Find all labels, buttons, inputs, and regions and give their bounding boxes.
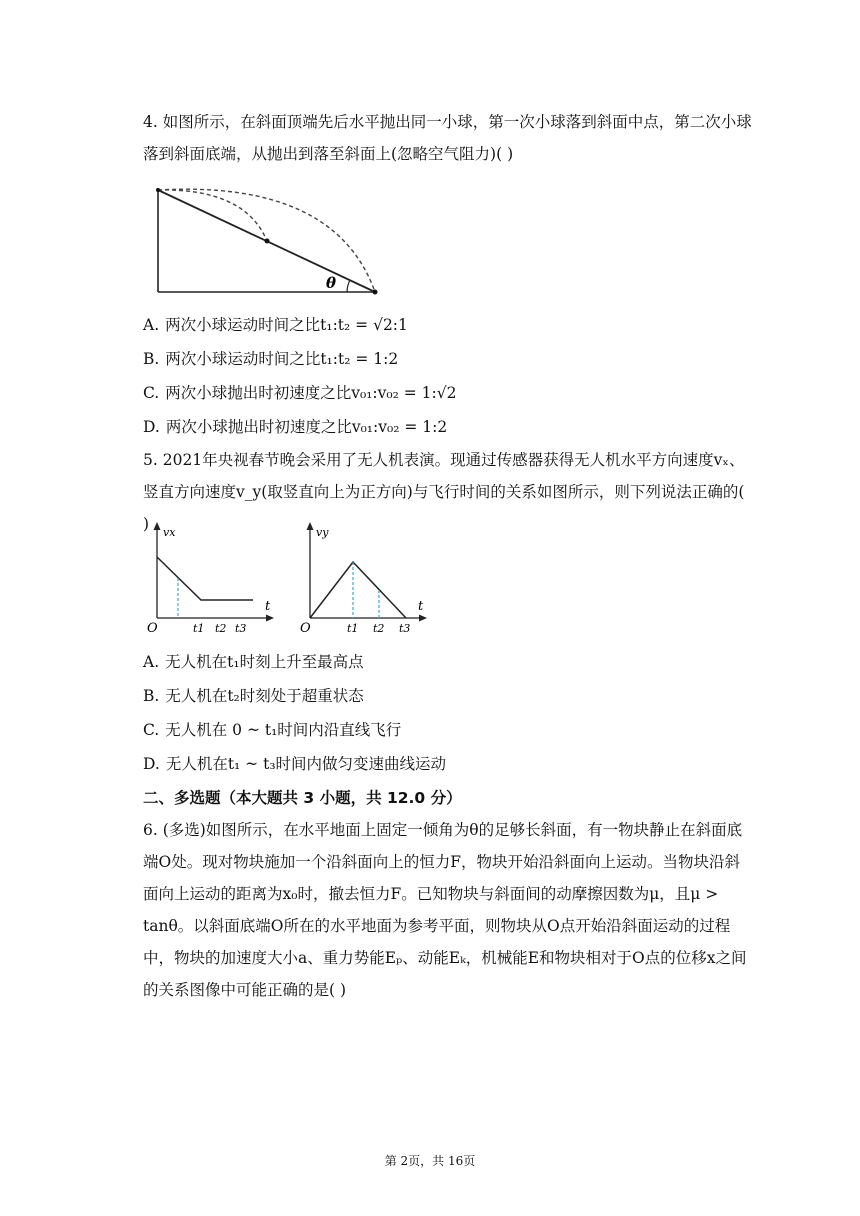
landing-point-mid (265, 239, 270, 244)
option-label: C. (143, 721, 160, 739)
option-label: D. (143, 418, 160, 436)
q4-stem: 4. 如图所示，在斜面顶端先后水平抛出同一小球，第一次小球落到斜面中点，第二次小球落到斜面底端，从抛出到落至斜面上(忽略空气阻力)( ) (143, 113, 752, 163)
vy-tick-t3: t3 (399, 622, 411, 635)
q5-vy-graph (296, 520, 436, 635)
vx-axis-y-arrow (154, 522, 161, 530)
option-text: 两次小球运动时间之比t₁:t₂ = 1:2 (165, 350, 399, 368)
launch-point (156, 188, 160, 192)
option-text: 两次小球抛出时初速度之比v₀₁:v₀₂ = 1:2 (165, 418, 448, 436)
vx-axis-x-arrow (266, 615, 274, 622)
vy-x-axis-label: t (418, 599, 424, 614)
q5-vx-graph (143, 520, 283, 635)
section-title: 二、多选题（本大题共 3 小题，共 12.0 分） (143, 789, 462, 807)
vy-curve (310, 562, 406, 618)
vy-tick-t1: t1 (347, 622, 359, 635)
option-label: B. (143, 687, 160, 705)
q5-option-b[interactable] (143, 684, 364, 708)
q5-stem: 5. 2021年央视春节晚会采用了无人机表演。现通过传感器获得无人机水平方向速度vₓ、竖直方向速度v_y(取竖直向上为正方向)与飞行时间的关系如图所示，则下列说法正确的( ) (143, 451, 745, 533)
q4-option-d[interactable] (143, 415, 447, 439)
q4-option-c[interactable] (143, 381, 457, 405)
option-label: D. (143, 755, 160, 773)
vx-origin-label: O (147, 621, 158, 635)
vx-tick-t1: t1 (193, 622, 205, 635)
q4-option-b[interactable] (143, 347, 398, 371)
vy-axis-label: vy (316, 526, 329, 539)
option-text: 无人机在t₁ ~ t₃时间内做匀变速曲线运动 (165, 755, 447, 773)
angle-arc (347, 280, 350, 292)
angle-theta-label: θ (326, 274, 337, 292)
q4-incline-figure (150, 180, 385, 300)
q5-option-c[interactable] (143, 718, 401, 742)
option-text: 两次小球抛出时初速度之比v₀₁:v₀₂ = 1:√2 (165, 384, 457, 402)
vy-origin-label: O (300, 621, 311, 635)
q4-option-a[interactable] (143, 313, 408, 337)
vy-tick-t2: t2 (373, 622, 385, 635)
vx-tick-t2: t2 (215, 622, 227, 635)
option-text: 无人机在 0 ~ t₁时间内沿直线飞行 (165, 721, 402, 739)
option-label: C. (143, 384, 160, 402)
option-label: A. (143, 653, 160, 671)
vy-axis-y-arrow (307, 522, 314, 530)
option-text: 两次小球运动时间之比t₁:t₂ = √2:1 (165, 316, 408, 334)
landing-point-bottom (373, 290, 378, 295)
q6-stem: 6. (多选)如图所示，在水平地面上固定一倾角为θ的足够长斜面，有一物块静止在斜面底端O处。现对物块施加一个沿斜面向上的恒力F，物块开始沿斜面向上运动。当物块沿斜面向上运动的距离为x₀时，撤去恒力F。已知物块与斜面间的动摩擦因数为μ，且μ > tanθ。以斜面底端O所在的水平地面为参考平面，则物块从O点开始沿斜面运动的过程中，物块的加速度大小a、重力势能Eₚ、动能Eₖ，机械能E和物块相对于O点的位移x之间的关系图像中可能正确的是( ) (143, 821, 747, 999)
q5-option-a[interactable] (143, 650, 364, 674)
option-label: B. (143, 350, 160, 368)
vx-curve (157, 557, 253, 600)
option-text: 无人机在t₂时刻处于超重状态 (165, 687, 364, 705)
vx-x-axis-label: t (265, 599, 271, 614)
vy-axis-x-arrow (419, 615, 427, 622)
vx-axis-label: vx (163, 526, 176, 539)
option-text: 无人机在t₁时刻上升至最高点 (165, 653, 364, 671)
page-footer: 第 2页，共 16页 (384, 1154, 476, 1168)
q5-option-d[interactable] (143, 752, 446, 776)
vx-tick-t3: t3 (235, 622, 247, 635)
option-label: A. (143, 316, 160, 334)
